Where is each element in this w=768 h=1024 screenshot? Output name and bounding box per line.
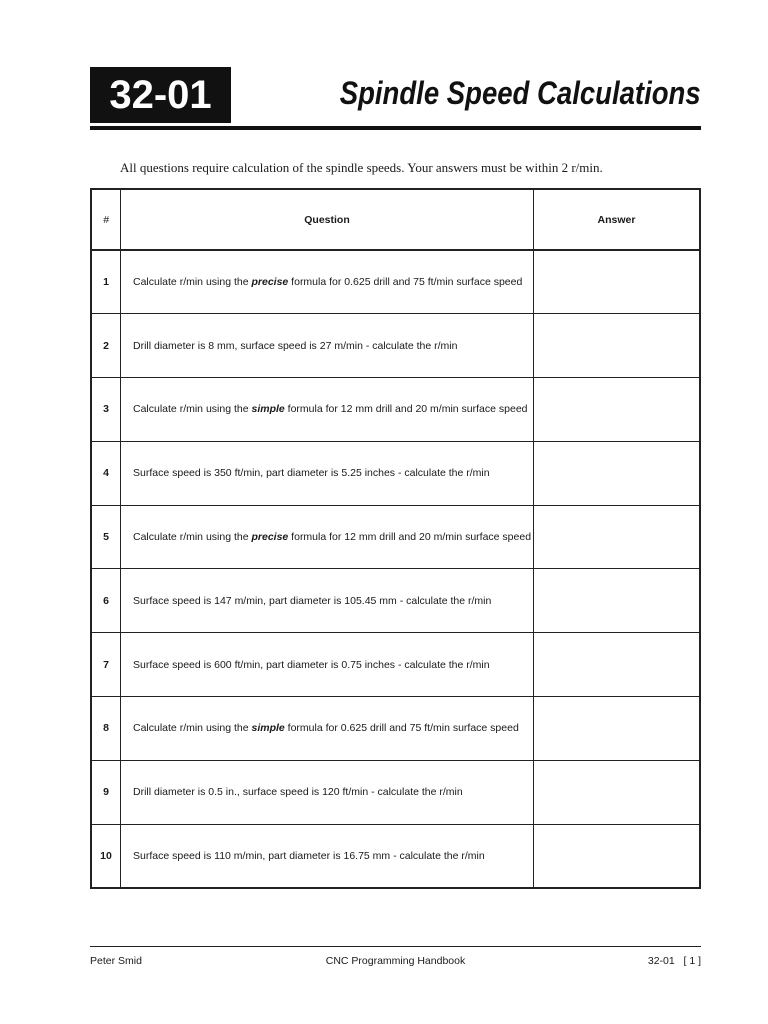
table-row xyxy=(91,250,700,314)
row-number: 9 xyxy=(91,760,121,824)
answer-cell[interactable] xyxy=(534,250,701,314)
instructions-text: All questions require calculation of the spindle speeds. Your answers must be within 2 r/min. xyxy=(120,160,603,175)
row-number: 7 xyxy=(91,633,121,697)
table-row xyxy=(91,378,700,442)
page-title: Spindle Speed Calculations xyxy=(340,75,701,111)
chapter-number-badge: 32-01 xyxy=(90,67,231,123)
row-number: 2 xyxy=(91,314,121,378)
column-header-number: # xyxy=(91,189,121,250)
row-number: 10 xyxy=(91,824,121,888)
question-cell: Calculate r/min using the simple formula for 12 mm drill and 20 m/min surface speed xyxy=(121,378,534,442)
answer-cell[interactable] xyxy=(534,569,701,633)
row-number: 3 xyxy=(91,378,121,442)
question-cell: Calculate r/min using the precise formula for 12 mm drill and 20 m/min surface speed xyxy=(121,505,534,569)
question-cell: Surface speed is 147 m/min, part diameter is 105.45 mm - calculate the r/min xyxy=(121,569,534,633)
row-number: 8 xyxy=(91,697,121,761)
header-rule xyxy=(90,126,701,130)
footer-book-title: CNC Programming Handbook xyxy=(325,955,466,967)
answer-cell[interactable] xyxy=(534,760,701,824)
table-row xyxy=(91,569,700,633)
answer-cell[interactable] xyxy=(534,824,701,888)
row-number: 4 xyxy=(91,441,121,505)
table-row xyxy=(91,505,700,569)
emphasis-word: simple xyxy=(251,403,285,416)
table-row xyxy=(91,697,700,761)
answer-cell[interactable] xyxy=(534,697,701,761)
table-header-row xyxy=(91,189,700,250)
table-row xyxy=(91,760,700,824)
row-number: 6 xyxy=(91,569,121,633)
column-header-answer: Answer xyxy=(534,189,701,250)
answer-cell[interactable] xyxy=(534,633,701,697)
emphasis-word: precise xyxy=(251,531,289,544)
emphasis-word: precise xyxy=(251,276,289,289)
table-row xyxy=(91,441,700,505)
table-body xyxy=(91,250,700,888)
question-cell: Drill diameter is 8 mm, surface speed is 27 m/min - calculate the r/min xyxy=(121,314,534,378)
answer-cell[interactable] xyxy=(534,505,701,569)
table-row xyxy=(91,314,700,378)
question-cell: Calculate r/min using the simple formula for 0.625 drill and 75 ft/min surface speed xyxy=(121,697,534,761)
question-cell: Surface speed is 600 ft/min, part diameter is 0.75 inches - calculate the r/min xyxy=(121,633,534,697)
row-number: 5 xyxy=(91,505,121,569)
row-number: 1 xyxy=(91,250,121,314)
page-footer xyxy=(90,946,701,967)
answer-cell[interactable] xyxy=(534,378,701,442)
question-cell: Surface speed is 350 ft/min, part diameter is 5.25 inches - calculate the r/min xyxy=(121,441,534,505)
questions-table xyxy=(90,188,701,889)
question-cell: Drill diameter is 0.5 in., surface speed is 120 ft/min - calculate the r/min xyxy=(121,760,534,824)
table-row xyxy=(91,633,700,697)
table-row xyxy=(91,824,700,888)
answer-cell[interactable] xyxy=(534,441,701,505)
answer-cell[interactable] xyxy=(534,314,701,378)
question-cell: Calculate r/min using the precise formula for 0.625 drill and 75 ft/min surface speed xyxy=(121,250,534,314)
emphasis-word: simple xyxy=(251,722,285,735)
footer-page-reference: 32-01 [ 1 ] xyxy=(647,955,701,967)
page-header xyxy=(90,67,701,130)
question-cell: Surface speed is 110 m/min, part diameter is 16.75 mm - calculate the r/min xyxy=(121,824,534,888)
footer-author: Peter Smid xyxy=(90,955,142,967)
column-header-question: Question xyxy=(121,189,534,250)
